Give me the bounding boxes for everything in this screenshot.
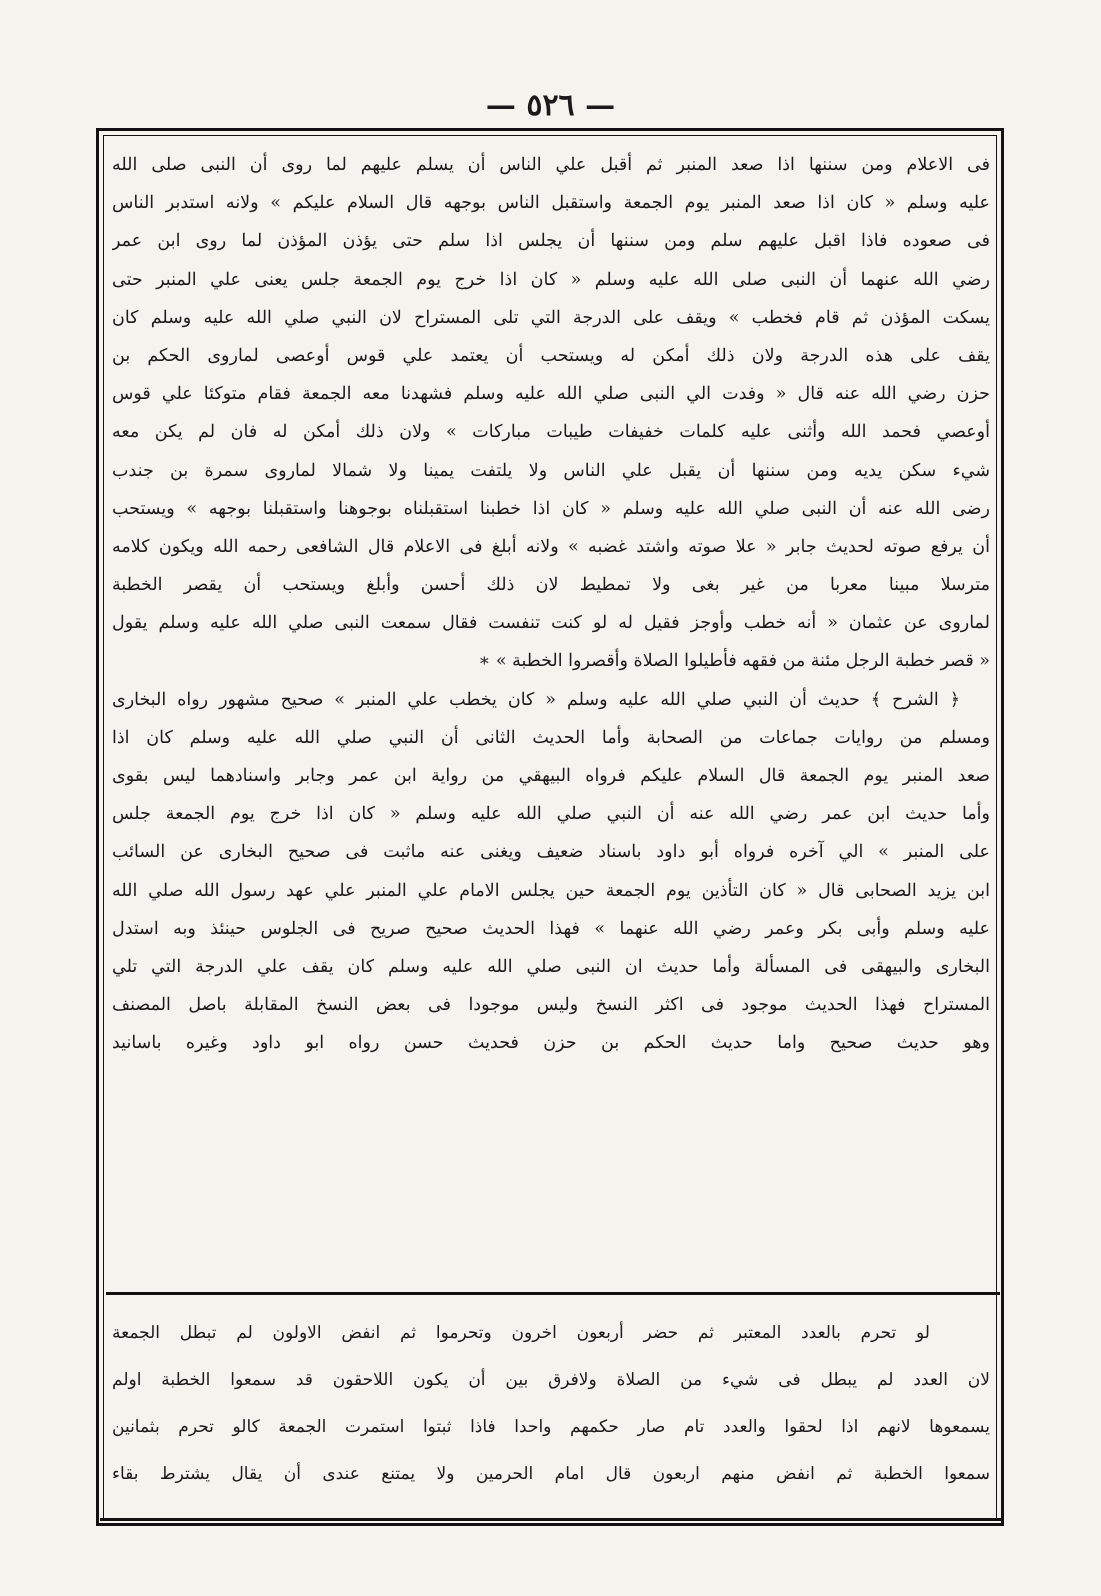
footnote-line: سمعوا الخطبة ثم انفض منهم اربعون قال امام الحرمين ولا يمتنع عندى أن يقال يشترط بقاء: [112, 1464, 990, 1484]
text-line: صعد المنبر يوم الجمعة قال السلام عليكم فرواه البيهقي من رواية ابن عمر وجابر واسنادهما ليس بقوى: [112, 766, 990, 786]
text-line: ابن يزيد الصحابى قال « كان التأذين يوم الجمعة حين يجلس الامام علي المنبر علي عهد رسول الله صلي الله: [112, 880, 990, 901]
bottom-rule: [100, 1518, 1004, 1521]
text-line: شيء سكن يديه ومن سننها أن يقبل علي الناس ولا يلتفت يمينا ولا شمالا لماروى سمرة بن جندب: [112, 460, 990, 481]
text-line: وهو حديث صحيح واما حديث الحكم بن حزن فحديث حسن رواه ابو داود وغيره باسانيد: [112, 1033, 990, 1054]
text-line: عليه وسلم « كان اذا صعد المنبر يوم الجمعة واستقبل الناس بوجهه قال السلام عليكم » ولانه استدبر الناس: [112, 193, 990, 214]
text-line: رضي الله عنهما أن النبى صلى الله عليه وسلم « كان اذا خرج يوم الجمعة جلس يعنى علي المنبر حتى: [112, 269, 990, 290]
text-line: حزن رضي الله عنه قال « وفدت الي النبى صلي الله عليه وسلم فشهدنا معه الجمعة فقام متوكئا علي قوس: [112, 384, 990, 405]
text-line: وأما حديث ابن عمر رضي الله عنه أن النبي صلي الله عليه وسلم « كان اذا خرج يوم الجمعة جلس: [112, 804, 990, 825]
text-line: ﴿ الشرح ﴾ حديث أن النبي صلي الله عليه وسلم « كان يخطب علي المنبر » صحيح مشهور رواه البخارى: [112, 689, 960, 710]
text-line: فى صعوده فاذا اقبل عليهم سلم ومن سننها أن يجلس اذا سلم حتى يؤذن المؤذن لما روى ابن عمر: [112, 231, 990, 252]
footnote-divider: [100, 1292, 1000, 1298]
text-line: عليه وسلم وأبى بكر وعمر رضي الله عنهما » فهذا الحديث صحيح صريح فى الجلوس حينئذ وبه استدل: [112, 918, 990, 939]
footnote-line: لو تحرم بالعدد المعتبر ثم حضر أربعون اخرون وتحرموا ثم انفض الاولون لم تبطل الجمعة: [112, 1323, 930, 1343]
text-line: المستراح فهذا الحديث موجود فى اكثر النسخ وليس موجودا فى بعض النسخ المقابلة باصل المصنف: [112, 995, 990, 1016]
footnote-text: [112, 1310, 990, 1500]
page-number: — ٥٢٦ —: [485, 88, 616, 123]
text-line: « قصر خطبة الرجل مئنة من فقهه فأطيلوا الصلاة وأقصروا الخطبة » ∗: [478, 651, 990, 672]
text-line: البخارى والبيهقى فى المسألة وأما حديث ان النبى صلي الله عليه وسلم كان يقف علي الدرجة التي تلي: [112, 956, 990, 977]
text-line: رضى الله عنه أن النبى صلي الله عليه وسلم « كان اذا خطبنا استقبلناه بوجوهنا واستقبلنا بوجهه » ويستحب: [112, 498, 990, 519]
text-line: يقف على هذه الدرجة ولان ذلك أمكن له ويستحب أن يعتمد علي قوس أوعصى لماروى الحكم بن: [112, 345, 990, 366]
text-line: على المنبر » الي آخره فرواه أبو داود باسناد ضعيف ويغنى عنه ماثبت فى صحيح البخارى عن السائب: [112, 842, 990, 863]
main-text: [112, 146, 990, 1281]
text-line: مترسلا مبينا معربا من غير بغى ولا تمطيط لان ذلك أحسن وأبلغ ويستحب أن يقصر الخطبة: [112, 575, 990, 596]
footnote-line: يسمعوها لانهم اذا لحقوا والعدد تام صار حكمهم واحدا فاذا ثبتوا استمرت الجمعة كالو تحرم بثمانين: [112, 1417, 990, 1437]
text-line: أوعصي فحمد الله وأثنى عليه كلمات خفيفات طيبات مباركات » ولان ذلك أمكن له فان لم يكن معه: [112, 422, 990, 443]
text-line: يسكت المؤذن ثم قام فخطب » ويقف على الدرجة التي تلى المستراح لان النبي صلي الله عليه وسلم كان: [112, 307, 990, 328]
text-line: أن يرفع صوته لحديث جابر « علا صوته واشتد غضبه » ولانه أبلغ فى الاعلام قال الشافعى رحمه الله ويكون كلامه: [112, 536, 990, 557]
text-line: لماروى عن عثمان « أنه خطب وأوجز فقيل له لو كنت تنفست فقال سمعت النبى صلي الله عليه وسلم يقول: [112, 613, 990, 634]
text-line: ومسلم من روايات جماعات من الصحابة وأما الحديث الثانى أن النبي صلي الله عليه وسلم كان اذا: [112, 727, 990, 748]
footnote-line: لان العدد لم يبطل فى شيء من الصلاة ولافرق بين أن يكون اللاحقون قد سمعوا الخطبة اولم: [112, 1370, 990, 1390]
text-line: فى الاعلام ومن سننها اذا صعد المنبر ثم أقبل علي الناس أن يسلم عليهم لما روى أن النبى صلى الله: [112, 155, 990, 175]
